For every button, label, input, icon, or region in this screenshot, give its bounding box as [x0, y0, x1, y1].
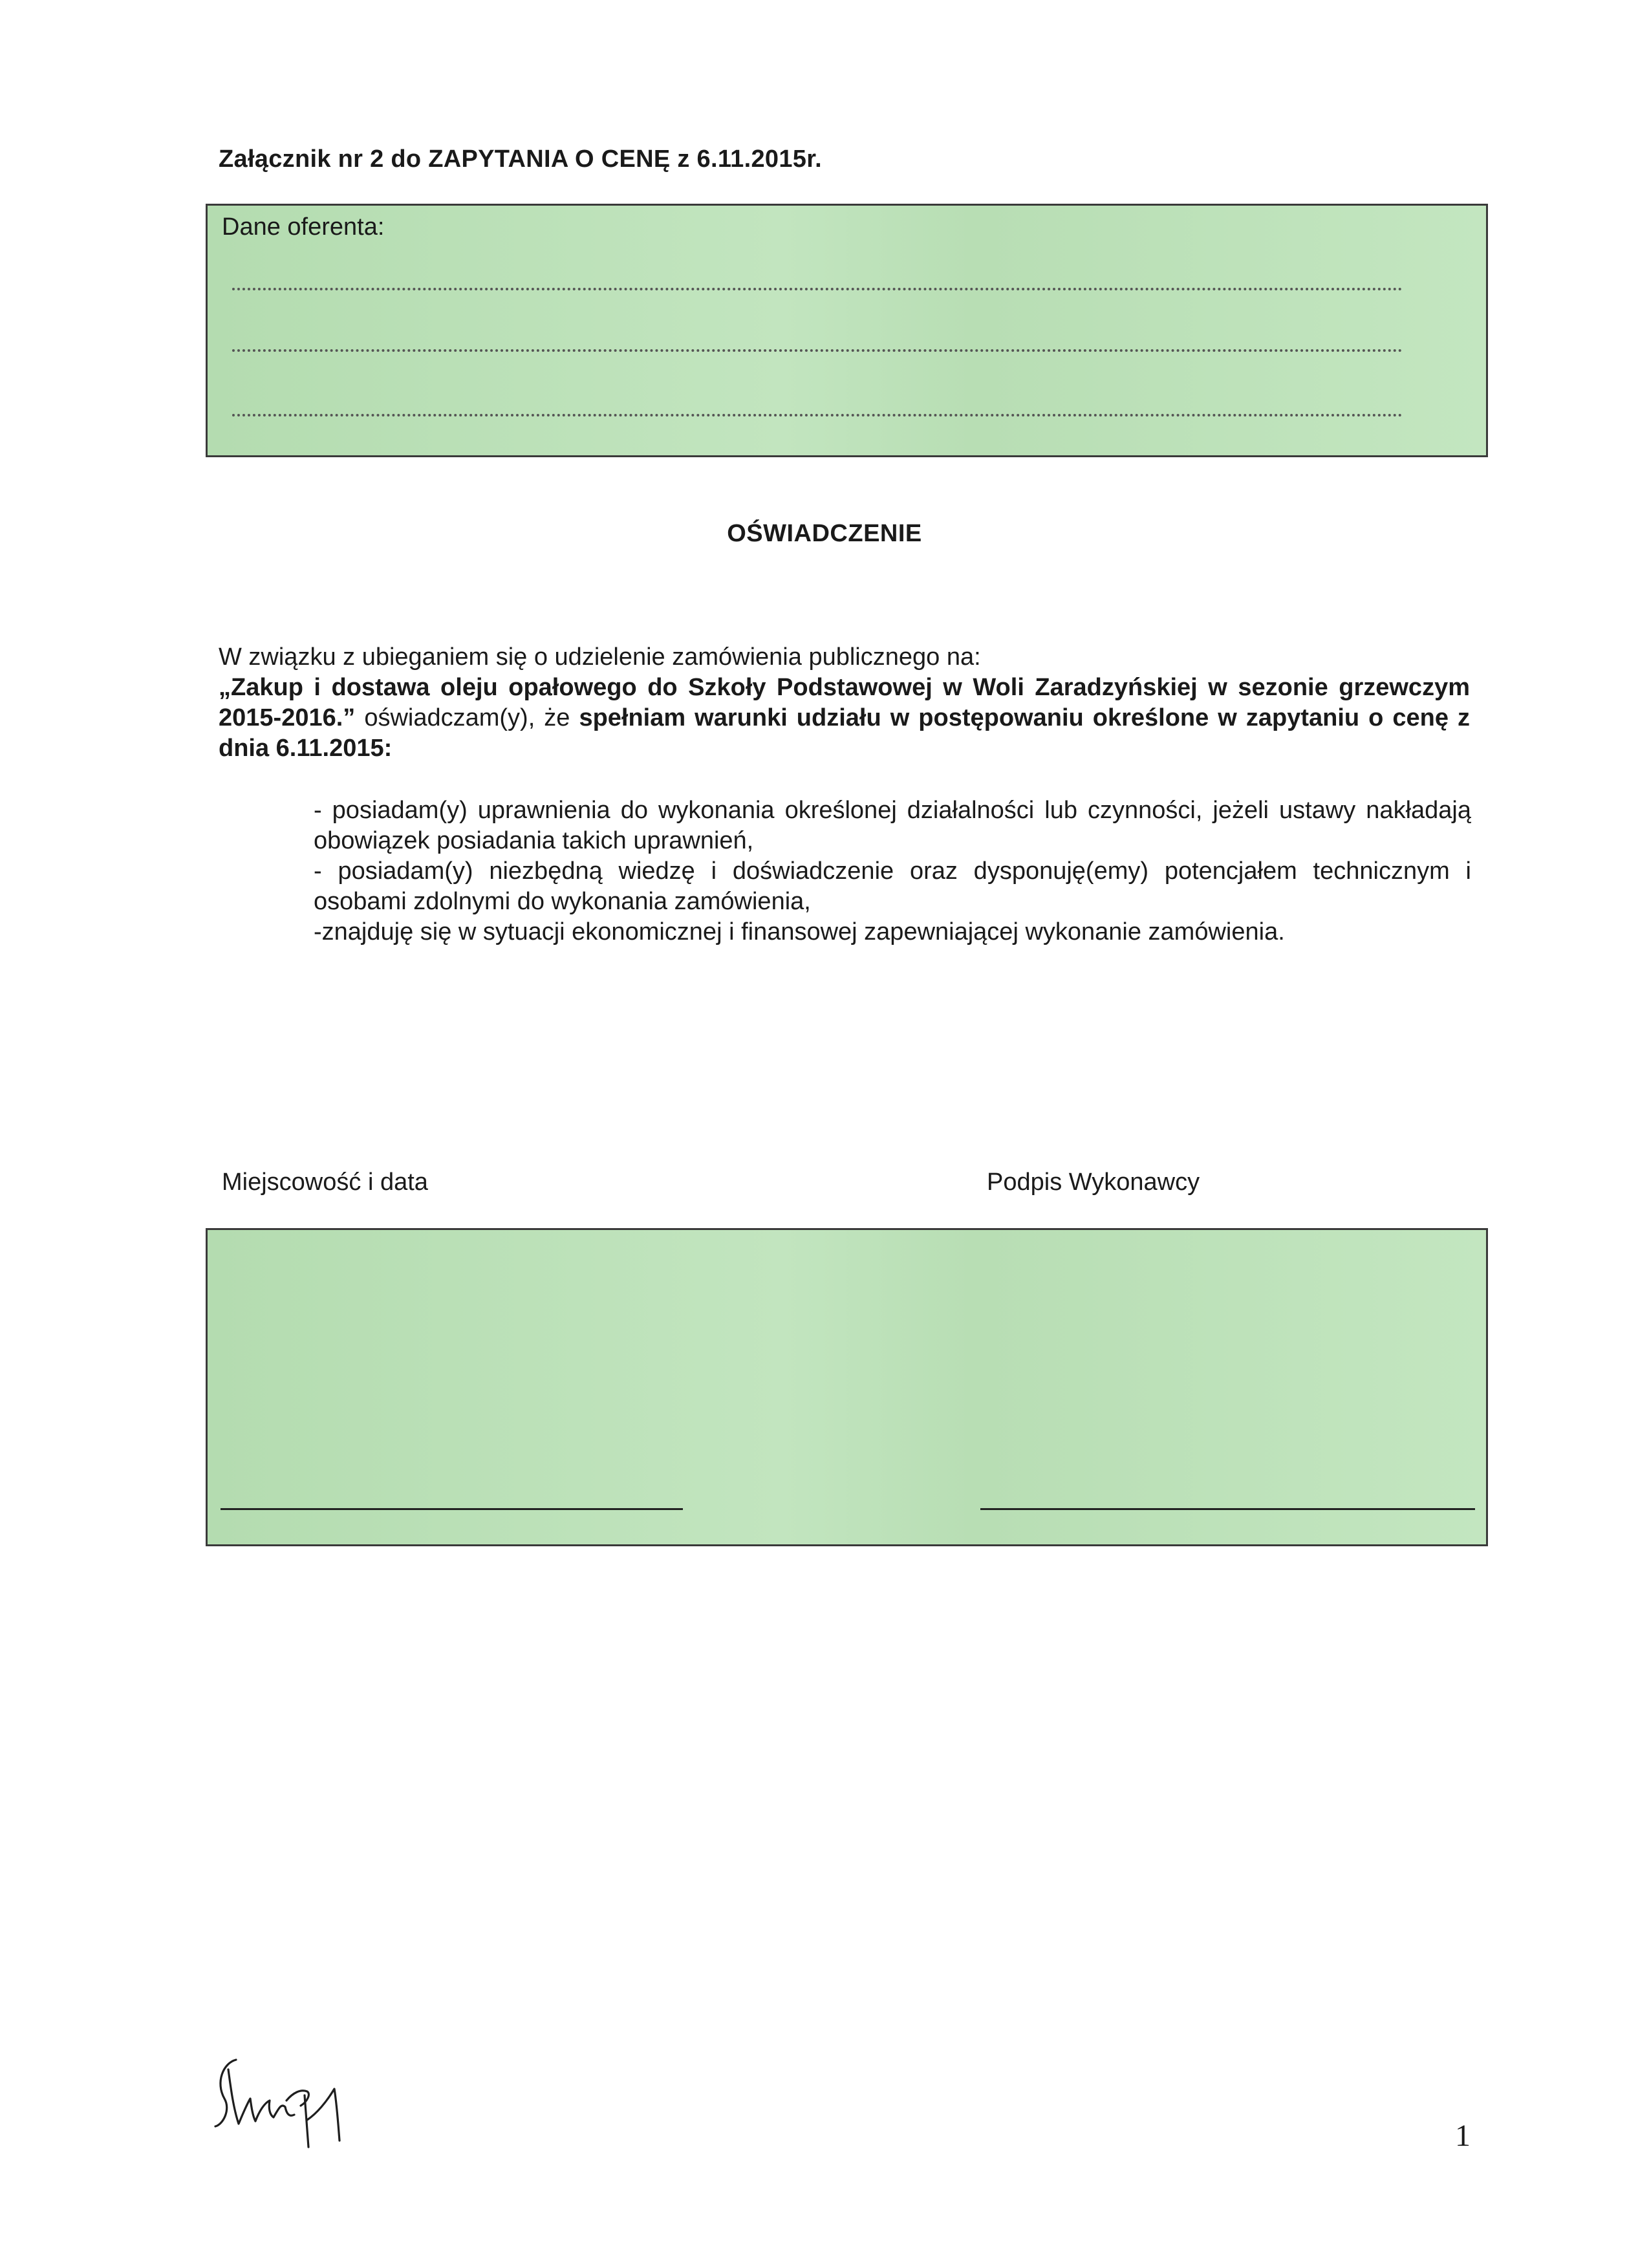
condition-item-knowledge: - posiadam(y) niezbędną wiedzę i doświadczenie oraz dysponuję(emy) potencjałem technicznym i osobami zdolnymi do wykonania zamówienia,: [314, 858, 1471, 915]
order-subject: „Zakup i dostawa oleju opałowego do Szkoły Podstawowej w Woli Zaradzyńskiej w sezonie grzewczym 2015-2016.”: [219, 674, 1470, 731]
offerer-line-3[interactable]: [232, 414, 1403, 416]
signature-box: [206, 1228, 1488, 1546]
page-number: 1: [1455, 2119, 1471, 2153]
condition-item-financial: -znajduję się w sytuacji ekonomicznej i finansowej zapewniającej wykonanie zamówienia.: [314, 918, 1285, 945]
conditions-statement: spełniam warunki udziału w postępowaniu określone w zapytaniu o cenę z dnia 6.11.2015:: [219, 704, 1470, 762]
intro-line: W związku z ubieganiem się o udzielenie zamówienia publicznego na:: [219, 643, 981, 671]
conditions-list: [314, 795, 1471, 947]
statement-heading: OŚWIADCZENIE: [727, 520, 922, 547]
document-title: Załącznik nr 2 do ZAPYTANIA O CENĘ z 6.11.2015r.: [219, 146, 823, 173]
offerer-data-label: Dane oferenta:: [222, 213, 385, 241]
place-date-label: Miejscowość i data: [222, 1169, 428, 1196]
offerer-line-1[interactable]: [232, 288, 1403, 290]
intro-body: [219, 673, 1470, 764]
handwritten-signature: [210, 2044, 365, 2154]
offerer-data-box: [206, 204, 1488, 457]
statement-intro: [219, 642, 1470, 764]
condition-item-permissions: - posiadam(y) uprawnienia do wykonania określonej działalności lub czynności, jeżeli ustawy nakładają obowiązek posiadania takich uprawnień,: [314, 797, 1471, 854]
offerer-line-2[interactable]: [232, 349, 1403, 352]
contractor-signature-label: Podpis Wykonawcy: [987, 1169, 1200, 1196]
contractor-signature-line[interactable]: [980, 1508, 1475, 1510]
place-date-line[interactable]: [221, 1508, 683, 1510]
declare-text: oświadczam(y), że: [355, 704, 579, 731]
